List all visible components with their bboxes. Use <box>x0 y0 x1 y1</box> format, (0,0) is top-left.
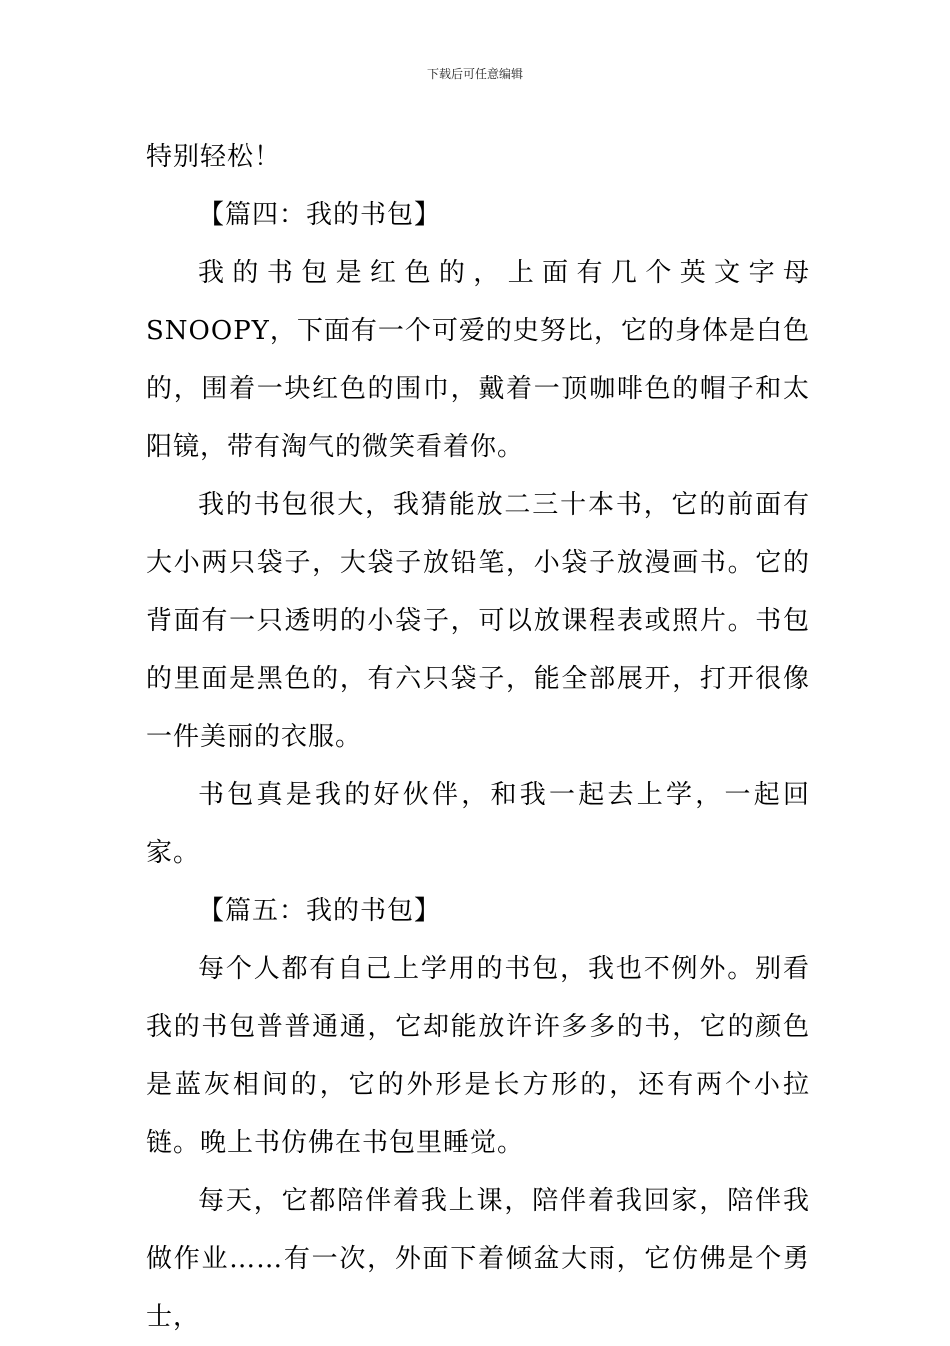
page-header: 下载后可任意编辑 <box>426 67 523 81</box>
paragraph: 我的书包是红色的，上面有几个英文字母SNOOPY，下面有一个可爱的史努比，它的身体是白色的，围着一块红色的围巾，戴着一顶咖啡色的帽子和太阳镜，带有淘气的微笑看着你。 <box>146 258 810 462</box>
section-heading-part-five: 【篇五：我的书包】 <box>198 896 442 926</box>
paragraph-continuation: 特别轻松！ <box>146 142 282 172</box>
paragraph: 每个人都有自己上学用的书包，我也不例外。别看我的书包普普通通，它却能放许许多多的书，它的颜色是蓝灰相间的，它的外形是长方形的，还有两个小拉链。晚上书仿佛在书包里睡觉。 <box>146 954 810 1158</box>
section-heading-part-four: 【篇四：我的书包】 <box>198 200 442 230</box>
paragraph: 书包真是我的好伙伴，和我一起去上学，一起回家。 <box>146 780 810 868</box>
paragraph: 每天，它都陪伴着我上课，陪伴着我回家，陪伴我做作业……有一次，外面下着倾盆大雨，它仿佛是个勇士， <box>146 1186 810 1332</box>
document-body <box>146 128 810 1346</box>
paragraph: 我的书包很大，我猜能放二三十本书，它的前面有大小两只袋子，大袋子放铅笔，小袋子放漫画书。它的背面有一只透明的小袋子，可以放课程表或照片。书包的里面是黑色的，有六只袋子，能全部展开，打开很像一件美丽的衣服。 <box>146 490 810 752</box>
